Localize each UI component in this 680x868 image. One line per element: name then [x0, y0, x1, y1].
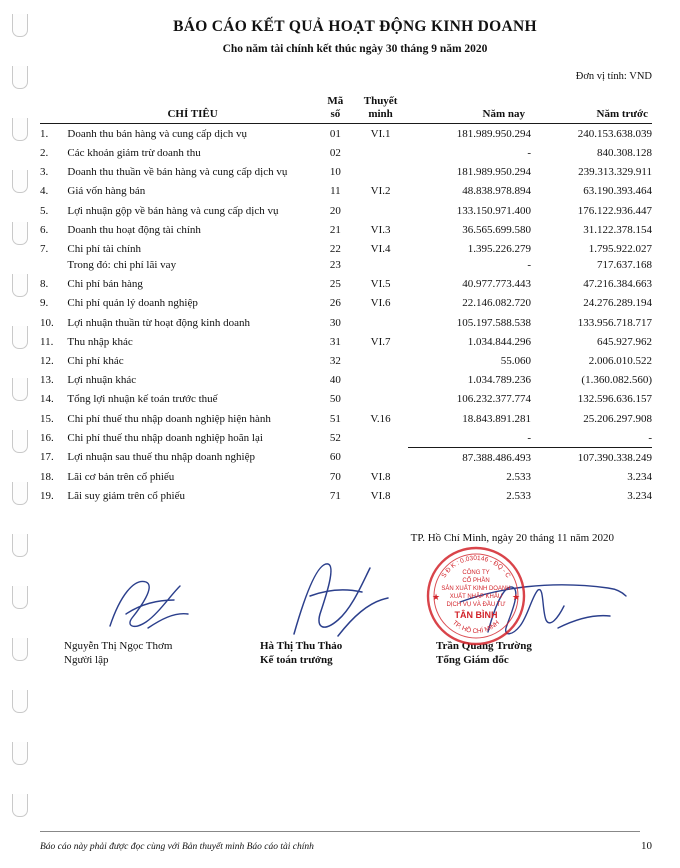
table-header-row [40, 94, 652, 124]
row-name: Lợi nhuận thuần từ hoạt động kinh doanh [67, 316, 250, 329]
row-note [353, 143, 408, 162]
col-header-no [40, 94, 67, 124]
row-current: 22.146.082.720 [462, 297, 531, 310]
svg-text:CÔNG TY: CÔNG TY [462, 569, 490, 576]
row-note: VI.7 [370, 335, 391, 348]
row-previous: 3.234 [627, 471, 652, 484]
col-header-note-line2: minh [368, 107, 393, 120]
row-no: 5. [40, 204, 49, 217]
row-no [40, 259, 67, 275]
row-previous: 240.153.638.039 [577, 127, 652, 140]
row-previous: 24.276.289.194 [583, 297, 652, 310]
signature-area [40, 532, 670, 712]
row-name: Chi phí quản lý doanh nghiệp [67, 297, 198, 310]
row-name: Chi phí bán hàng [67, 278, 143, 291]
page-number: 10 [641, 840, 652, 852]
row-note: VI.6 [370, 297, 391, 310]
row-previous: 3.234 [627, 490, 652, 503]
col-header-name: CHỈ TIÊU [67, 94, 317, 124]
row-previous: 47.216.384.663 [583, 278, 652, 291]
table-row-total [40, 448, 652, 468]
row-code: 01 [329, 127, 341, 140]
table-row [40, 409, 652, 428]
row-code: 71 [329, 490, 341, 503]
table-row [40, 428, 652, 448]
row-note [353, 351, 408, 370]
row-previous: 133.956.718.717 [577, 316, 652, 329]
company-stamp [402, 544, 550, 648]
row-previous: 645.927.962 [597, 335, 652, 348]
table-row [40, 143, 652, 162]
page-title: BÁO CÁO KẾT QUẢ HOẠT ĐỘNG KINH DOANH [173, 18, 537, 35]
footer-divider [40, 831, 640, 832]
row-previous: (1.360.082.560) [581, 374, 652, 387]
table-row [40, 239, 652, 258]
signature-scribble-2 [276, 548, 406, 648]
ceo-name: Trần Quang Trường [436, 639, 532, 652]
row-note [353, 201, 408, 220]
row-code: 31 [329, 335, 341, 348]
row-no: 14. [40, 393, 54, 406]
signature-scribble-1 [90, 556, 210, 646]
row-code: 52 [329, 431, 341, 444]
row-no: 1. [40, 127, 49, 140]
table-row [40, 390, 652, 409]
row-no: 19. [40, 490, 54, 503]
row-previous: 31.122.378.154 [583, 223, 652, 236]
row-name: Lợi nhuận khác [67, 374, 137, 387]
document-content [40, 0, 670, 868]
unit-note: Đơn vị tính: VND [575, 71, 652, 82]
row-code: 22 [329, 243, 341, 255]
row-name: Doanh thu thuần về bán hàng và cung cấp dịch vụ [67, 166, 288, 179]
row-current: 48.838.978.894 [462, 185, 531, 198]
row-name: Doanh thu bán hàng và cung cấp dịch vụ [67, 127, 248, 140]
row-code: 50 [329, 393, 341, 406]
row-no: 3. [40, 166, 49, 179]
row-current: 87.388.486.493 [408, 448, 531, 468]
row-name: Trong đó: chi phí lãi vay [67, 258, 177, 271]
row-note [353, 448, 408, 468]
row-note [353, 371, 408, 390]
svg-text:TP. HỒ CHÍ MINH: TP. HỒ CHÍ MINH [451, 619, 501, 635]
binding-holes [6, 0, 34, 868]
row-name: Giá vốn hàng bán [67, 185, 146, 198]
table-row-sub [40, 259, 652, 275]
row-name: Lãi suy giảm trên cổ phiếu [67, 490, 185, 503]
row-name: Chi phí tài chính [67, 243, 142, 255]
row-previous: 717.637.168 [597, 258, 652, 271]
row-note: V.16 [370, 412, 391, 425]
row-previous: 176.122.936.447 [577, 204, 652, 217]
col-header-note-line1: Thuyết [363, 95, 398, 107]
row-note: VI.5 [370, 278, 391, 291]
row-code: 51 [329, 412, 341, 425]
table-body [40, 124, 652, 506]
row-code: 70 [329, 471, 341, 484]
row-no: 8. [40, 278, 49, 291]
income-statement-table [40, 94, 652, 506]
row-no: 18. [40, 471, 54, 484]
row-code: 10 [329, 166, 341, 179]
table-row [40, 124, 652, 144]
row-current: 181.989.950.294 [456, 127, 531, 140]
row-no: 17. [40, 451, 54, 464]
row-no: 15. [40, 412, 54, 425]
row-current: 18.843.891.281 [462, 412, 531, 425]
row-previous: 25.206.297.908 [583, 412, 652, 425]
row-name: Doanh thu hoạt động tài chính [67, 223, 201, 236]
table-row [40, 371, 652, 390]
row-name: Chi phí thuế thu nhập doanh nghiệp hiện hành [67, 412, 271, 425]
row-name: Lợi nhuận sau thuế thu nhập doanh nghiệp [67, 451, 255, 464]
row-current: - [527, 431, 531, 444]
row-current: 40.977.773.443 [462, 278, 531, 291]
row-previous: 107.390.338.249 [531, 448, 652, 468]
chief-accountant-role: Kế toán trưởng [260, 653, 333, 666]
preparer-name: Nguyễn Thị Ngọc Thơm [64, 639, 173, 652]
col-header-current-year: Năm nay [408, 94, 531, 124]
row-name: Lợi nhuận gộp về bán hàng và cung cấp dịch vụ [67, 204, 279, 217]
col-header-code [318, 94, 353, 124]
svg-text:SẢN XUẤT KINH DOANH: SẢN XUẤT KINH DOANH [441, 585, 511, 592]
ceo-role: Tổng Giám đốc [436, 653, 509, 666]
svg-text:DỊCH VỤ VÀ ĐẦU TƯ: DỊCH VỤ VÀ ĐẦU TƯ [446, 601, 506, 608]
row-current: 181.989.950.294 [456, 166, 531, 179]
row-code: 30 [329, 316, 341, 329]
table-row [40, 487, 652, 506]
row-no: 10. [40, 316, 54, 329]
row-current: 55.060 [500, 354, 531, 367]
row-note [353, 390, 408, 409]
row-no: 11. [40, 335, 54, 348]
row-note: VI.8 [370, 471, 391, 484]
table-row [40, 332, 652, 351]
row-code: 40 [329, 374, 341, 387]
row-current: 1.034.789.236 [467, 374, 531, 387]
row-no: 13. [40, 374, 54, 387]
row-note [353, 313, 408, 332]
row-note: VI.3 [370, 223, 391, 236]
row-note [353, 428, 408, 448]
svg-text:S Đ K : 0.030146 - ĐQ - C: S Đ K : 0.030146 - ĐQ - C [440, 554, 512, 580]
place-date: TP. Hồ Chí Minh, ngày 20 tháng 11 năm 2020 [410, 531, 614, 544]
svg-text:TÂN BÌNH: TÂN BÌNH [454, 609, 498, 620]
row-note: VI.1 [370, 127, 391, 140]
row-name: Lãi cơ bản trên cổ phiếu [67, 471, 175, 484]
col-header-previous-year: Năm trước [531, 94, 652, 124]
table-row [40, 201, 652, 220]
row-code: 21 [329, 223, 341, 236]
table-row [40, 275, 652, 294]
row-previous: 239.313.329.911 [578, 166, 652, 179]
page-subtitle: Cho năm tài chính kết thúc ngày 30 tháng 9 năm 2020 [222, 43, 488, 55]
row-current: 36.565.699.580 [462, 223, 531, 236]
signature-names-row [40, 640, 670, 666]
row-code: 02 [329, 147, 341, 160]
table-row [40, 467, 652, 486]
row-code: 60 [329, 451, 341, 464]
row-previous: 1.795.922.027 [588, 243, 652, 255]
table-row [40, 220, 652, 239]
row-no: 12. [40, 354, 54, 367]
row-current: 2.533 [506, 471, 531, 484]
row-current: 2.533 [506, 490, 531, 503]
row-no: 2. [40, 147, 49, 160]
row-current: - [527, 147, 531, 160]
row-note: VI.8 [370, 490, 391, 503]
row-no: 9. [40, 297, 49, 310]
row-previous: - [648, 431, 652, 444]
svg-text:★: ★ [511, 591, 521, 602]
preparer-role: Người lập [64, 653, 109, 666]
row-no: 7. [40, 243, 49, 255]
row-name: Các khoản giảm trừ doanh thu [67, 147, 201, 160]
row-no: 6. [40, 223, 49, 236]
signature-block-preparer [40, 640, 260, 666]
table-row [40, 182, 652, 201]
row-current: 1.395.226.279 [467, 243, 531, 255]
col-header-code-line2: số [330, 107, 341, 120]
row-no: 16. [40, 431, 54, 444]
row-previous: 63.190.393.464 [583, 185, 652, 198]
row-note: VI.4 [370, 243, 391, 255]
row-code: 11 [330, 185, 341, 198]
row-current: 106.232.377.774 [456, 393, 531, 406]
table-row [40, 163, 652, 182]
svg-text:★: ★ [431, 591, 441, 602]
row-current: 133.150.971.400 [456, 204, 531, 217]
row-previous: 2.006.010.522 [588, 354, 652, 367]
row-name: Tổng lợi nhuận kế toán trước thuế [67, 393, 218, 406]
chief-accountant-name: Hà Thị Thu Thảo [260, 639, 343, 652]
row-code: 25 [329, 278, 341, 291]
row-name: Thu nhập khác [67, 335, 133, 348]
row-note: VI.2 [370, 185, 391, 198]
row-name: Chi phí thuế thu nhập doanh nghiệp hoãn lại [67, 431, 263, 444]
row-code: 32 [329, 354, 341, 367]
footer-note: Báo cáo này phải được đọc cùng với Bản thuyết minh Báo cáo tài chính [40, 842, 314, 852]
row-code: 26 [329, 297, 341, 310]
row-previous: 840.308.128 [597, 147, 652, 160]
svg-text:CỔ PHẦN: CỔ PHẦN [462, 577, 490, 584]
row-current: 1.034.844.296 [467, 335, 531, 348]
page-footer [40, 840, 660, 852]
row-no: 4. [40, 185, 49, 198]
row-name: Chi phí khác [67, 354, 124, 367]
row-code: 20 [329, 204, 341, 217]
row-code: 23 [329, 258, 341, 271]
table-row [40, 313, 652, 332]
table-row [40, 294, 652, 313]
row-previous: 132.596.636.157 [577, 393, 652, 406]
row-note [353, 163, 408, 182]
row-current: 105.197.588.538 [456, 316, 531, 329]
svg-text:XUẤT NHẬP KHẨU: XUẤT NHẬP KHẨU [449, 593, 503, 600]
table-row [40, 351, 652, 370]
col-header-note [353, 94, 408, 124]
row-current: - [527, 258, 531, 271]
col-header-code-line1: Mã [327, 95, 344, 107]
row-note [353, 259, 408, 275]
